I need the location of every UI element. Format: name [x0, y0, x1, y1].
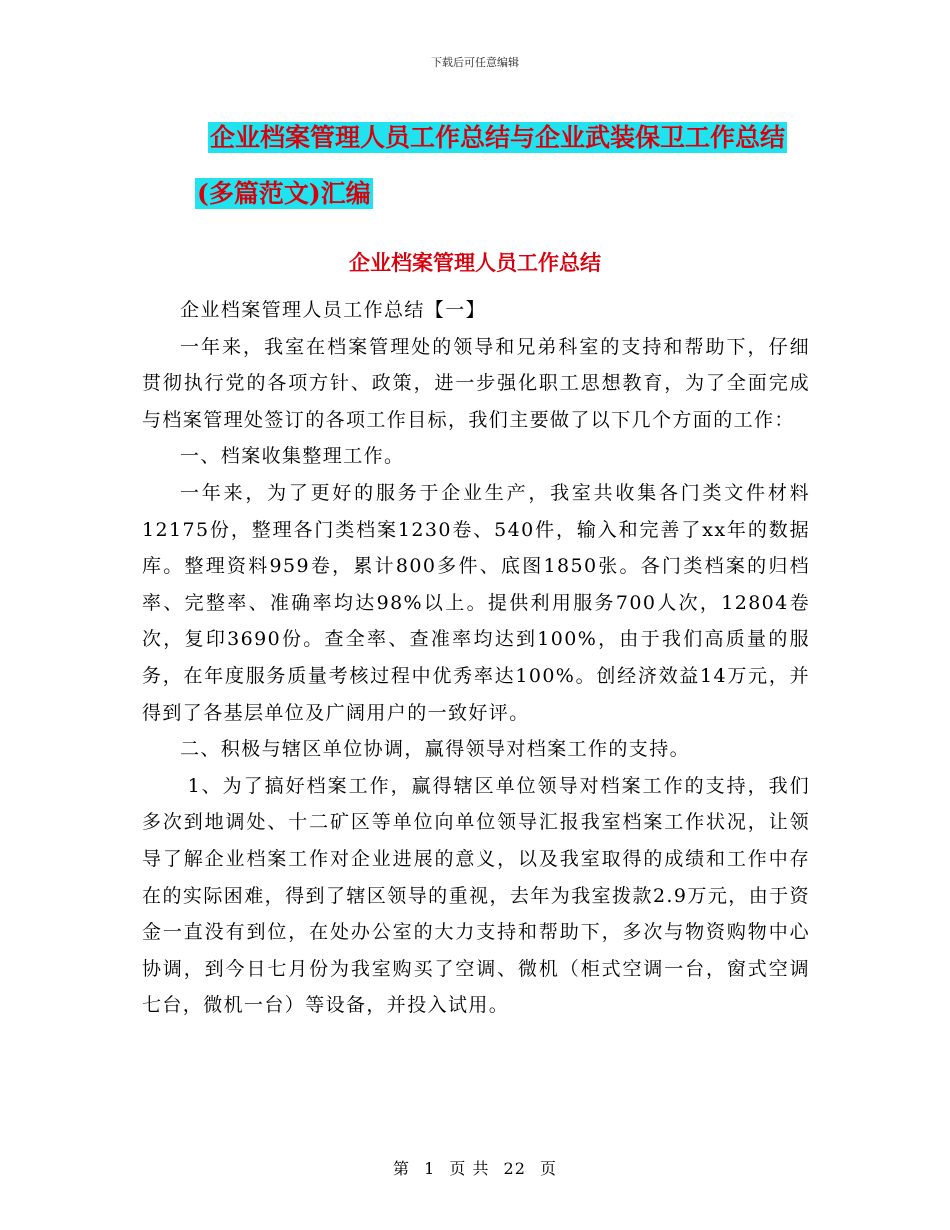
body-text: [142, 292, 810, 1024]
footer-page-number: 1: [424, 1159, 436, 1178]
footer-suffix: 页: [540, 1159, 558, 1178]
paragraph: 1、为了搞好档案工作，赢得辖区单位领导对档案工作的支持，我们多次到地调处、十二矿区等单位向单位领导汇报我室档案工作状况，让领导了解企业档案工作对企业进展的意义，以及我室取得的成绩和工作中存在的实际困难，得到了辖区领导的重视，去年为我室拨款2.9万元，由于资金一直没有到位，在处办公室的大力支持和帮助下，多次与物资购物中心协调，到今日七月份为我室购买了空调、微机（柜式空调一台，窗式空调七台，微机一台）等设备，并投入试用。: [142, 774, 810, 1017]
paragraph-heading: 二、积极与辖区单位协调，赢得领导对档案工作的支持。: [180, 738, 691, 761]
section-title: 企业档案管理人员工作总结: [349, 250, 601, 275]
document-title-line-2: [0, 166, 950, 222]
document-title: [0, 110, 950, 222]
footer-prefix: 第: [392, 1159, 410, 1178]
paragraph: 一年来，我室在档案管理处的领导和兄弟科室的支持和帮助下，仔细贯彻执行党的各项方针、政策，进一步强化职工思想教育，为了全面完成与档案管理处签订的各项工作目标，我们主要做了以下几个方面的工作：: [142, 335, 810, 431]
document-title-line-1: [0, 110, 950, 166]
paragraph-subtitle: 企业档案管理人员工作总结【一】: [180, 299, 487, 321]
footer-total-pages: 22: [503, 1159, 526, 1178]
footer-middle: 页 共: [449, 1159, 490, 1178]
title-highlight-2: (多篇范文)汇编: [197, 179, 371, 208]
paragraph: 一年来，为了更好的服务于企业生产，我室共收集各门类文件材料12175份，整理各门类档案1230卷、540件，输入和完善了xx年的数据库。整理资料959卷，累计800多件、底图1850张。各门类档案的归档率、完整率、准确率均达98%以上。提供利用服务700人次，12804卷次，复印3690份。查全率、查准率均达到100%，由于我们高质量的服务，在年度服务质量考核过程中优秀率达100%。创经济效益14万元，并得到了各基层单位及广阔用户的一致好评。: [142, 481, 810, 724]
page-header-note: 下载后可任意编辑: [431, 56, 519, 69]
page-footer: [0, 1156, 950, 1179]
title-highlight-1: 企业档案管理人员工作总结与企业武装保卫工作总结: [209, 123, 785, 152]
paragraph-heading: 一、档案收集整理工作。: [180, 445, 405, 468]
